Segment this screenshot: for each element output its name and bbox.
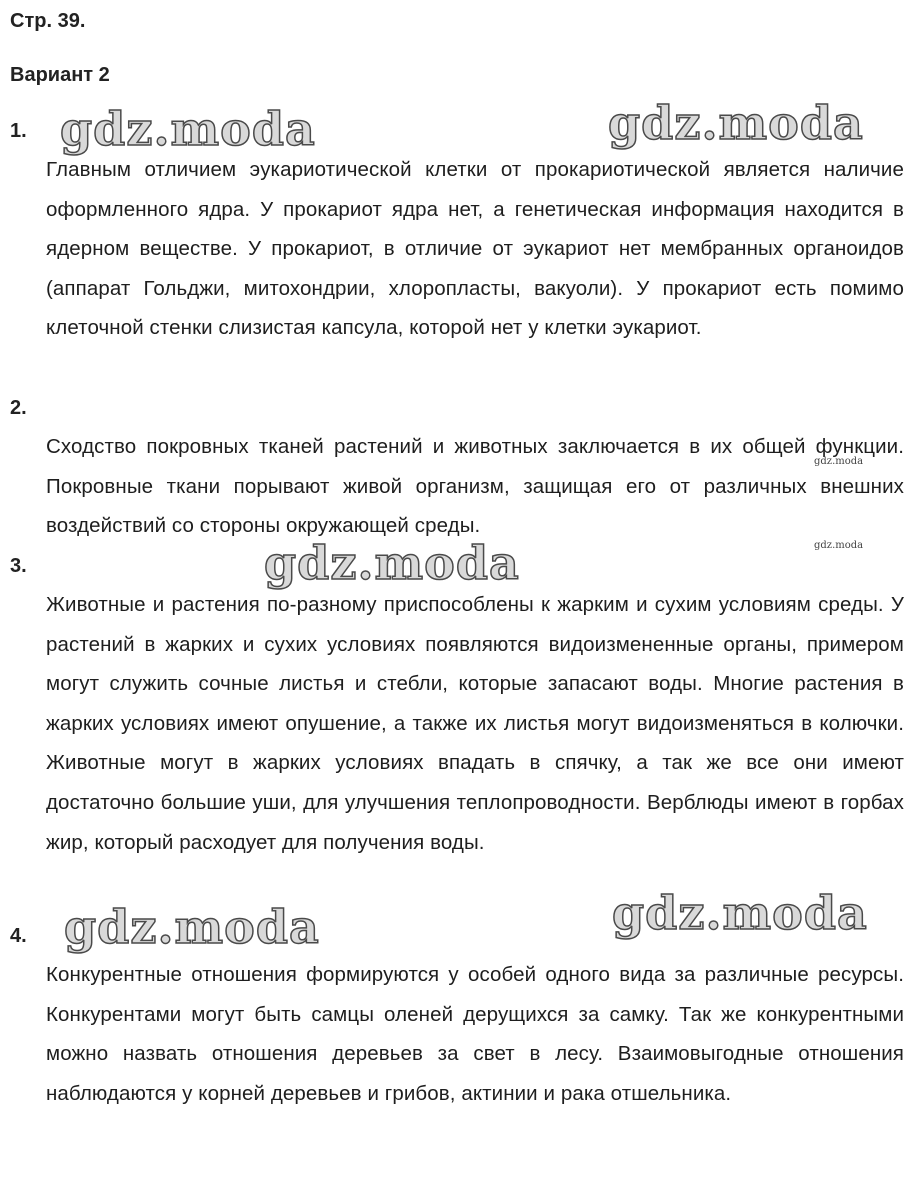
answer-2-number: 2. xyxy=(10,397,27,419)
watermark-small: gdz.moda xyxy=(814,540,864,551)
watermark-logo: gdz.moda xyxy=(64,900,320,954)
answer-3-text: Животные и растения по-разному приспособлены к жарким и сухим условиям среды. У растений в жарких и сухих условиях появляются видоизмененные органы, примером могут служить сочные листья и стебли, которые запасают воды. Многие растения в жарких условиях имеют опушение, а также их листья могут видоизменяться в колючки. Животные могут в жарких условиях впадать в спячку, а так же все они имеют достаточно большие уши, для улучшения теплопроводности. Верблюды имеют в горбах жир, который расходует для получения воды. xyxy=(46,593,904,854)
answer-2-text: Сходство покровных тканей растений и животных заключается в их общей функции. Покровные ткани порывают живой организм, защищая его от различных внешних воздействий со стороны окружающей среды. xyxy=(46,435,904,538)
answer-1-text: Главным отличием эукариотической клетки от прокариотической является наличие оформленного ядра. У прокариот ядра нет, а генетическая информация находится в ядерном веществе. У прокариот, в отличие от эукариот нет мембранных органоидов (аппарат Гольджи, митохондрии, хлоропласты, вакуоли). У прокариот есть помимо клеточной стенки слизистая капсула, которой нет у клетки эукариот. xyxy=(46,158,904,340)
answer-1-number: 1. xyxy=(10,120,27,142)
answer-3-number: 3. xyxy=(10,555,27,577)
watermark-logo: gdz.moda xyxy=(608,96,864,150)
watermark-logo: gdz.moda xyxy=(60,102,316,156)
watermark-logo: gdz.moda xyxy=(264,536,520,590)
answer-4-text: Конкурентные отношения формируются у особей одного вида за различные ресурсы. Конкурентами могут быть самцы оленей дерущихся за самку. Так же конкурентными можно назвать отношения деревьев за свет в лесу. Взаимовыгодные отношения наблюдаются у корней деревьев и грибов, актинии и рака отшельника. xyxy=(46,963,904,1105)
page-label: Стр. 39. xyxy=(10,10,86,32)
watermark-small: gdz.moda xyxy=(814,456,864,467)
watermark-logo: gdz.moda xyxy=(612,886,868,940)
answer-4-number: 4. xyxy=(10,925,27,947)
variant-label: Вариант 2 xyxy=(10,64,110,86)
